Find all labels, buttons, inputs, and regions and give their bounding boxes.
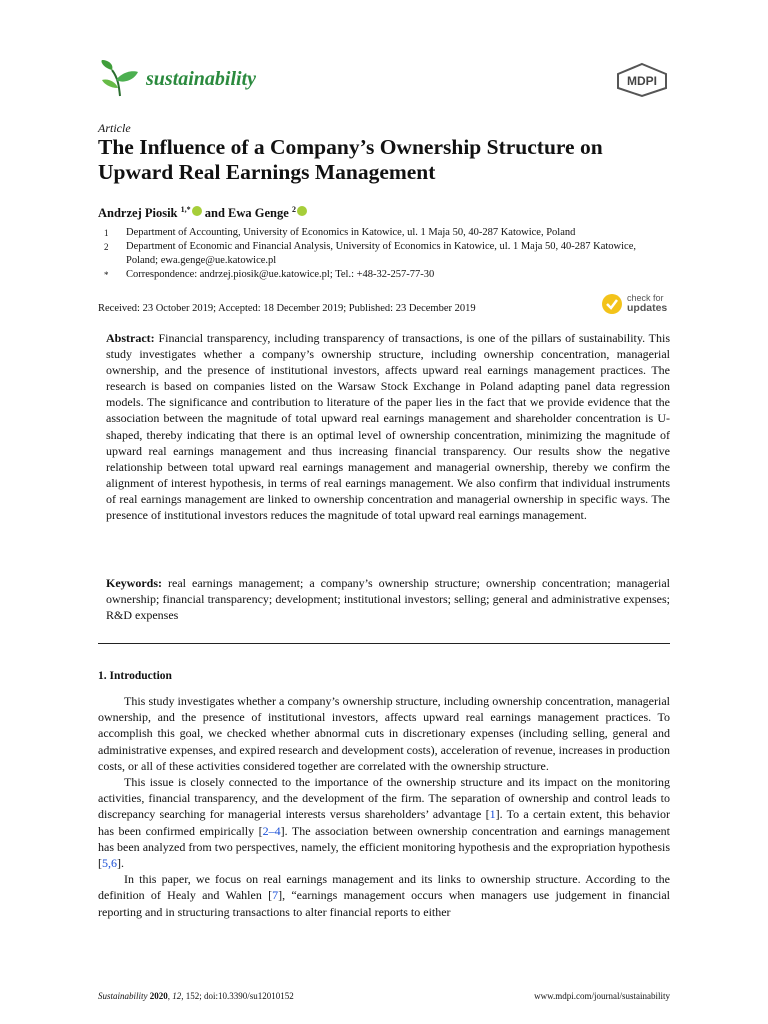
footer-doi: , 152; doi:10.3390/su12010152	[181, 991, 294, 1001]
author-affil-mark: 2	[291, 205, 296, 214]
orcid-icon[interactable]	[192, 206, 202, 216]
orcid-icon[interactable]	[297, 206, 307, 216]
abstract-text: Financial transparency, including transparency of transactions, is one of the pillars of sustainability. This study investigates whether a company’s ownership structure, including ownership concentration, managerial ownership, and the presence of institutional investors, affects upward real earnings management practices. The research is based on companies listed on the Warsaw Stock Exchange in Poland adapting panel data regression models. The significance and contribution to literature of the paper lies in the fact that we provide evidence that the association between the magnitude of total upward real earnings management and shareholder concentration is U-shaped, thereby indicating that there is an optimal level of ownership concentration, minimizing the magnitude of upward real earnings management and thus increasing financial transparency. Our results show the negative relationship between total upward real earnings management and managerial ownership, thereby we confirm the alignment of interest hypothesis, in terms of real earnings management. We also confirm that individual instruments of real earnings management are linked to ownership concentration and managerial ownership in specific ways. The presence of institutional investors reduces the magnitude of total upward real earnings management.	[106, 331, 670, 523]
publication-dates: Received: 23 October 2019; Accepted: 18 December 2019; Published: 23 December 2019	[98, 303, 476, 314]
paragraph-text: ].	[117, 856, 124, 871]
affiliations	[98, 226, 670, 282]
journal-name: sustainability	[146, 68, 257, 90]
affiliation-text: Department of Accounting, University of Economics in Katowice, ul. 1 Maja 50, 40-287 Katowice, Poland	[126, 227, 576, 238]
sustainability-leaf-logo-icon	[98, 58, 142, 98]
check-updates-line1: check for	[627, 293, 664, 303]
paragraph-text: ]. To a certain extent, this behavior has been confirmed empirically [	[98, 807, 670, 838]
paragraph	[98, 871, 670, 920]
abstract	[106, 330, 670, 523]
footer-journal: Sustainability	[98, 991, 148, 1001]
paragraph	[98, 774, 670, 871]
citation-link[interactable]: 1	[489, 807, 496, 822]
journal-header	[98, 58, 670, 102]
citation-info: Sustainability 2020, 12, 152; doi:10.3390/su12010152	[98, 991, 294, 1001]
mdpi-logo-icon	[614, 62, 670, 98]
author-name: Andrzej Piosik	[98, 206, 178, 221]
paper-title: The Influence of a Company’s Ownership Structure on Upward Real Earnings Management	[98, 135, 603, 184]
introduction-body	[98, 693, 670, 920]
affiliation-text: Correspondence: andrzej.piosik@ue.katowice.pl; Tel.: +48-32-257-77-30	[126, 269, 435, 280]
keywords	[106, 575, 670, 623]
footer-volume: 12	[172, 991, 182, 1001]
check-for-updates-badge[interactable]	[601, 291, 673, 319]
check-updates-line2: updates	[627, 302, 668, 314]
author-name: Ewa Genge	[228, 206, 289, 221]
section-heading: 1. Introduction	[98, 670, 172, 682]
keywords-label: Keywords:	[106, 576, 162, 590]
paragraph-text: ], “earnings management occurs when managers use judgement in financial reporting and in structuring transactions to alter financial reports to either	[98, 888, 671, 919]
correspondence	[98, 268, 670, 282]
affiliation	[98, 226, 670, 240]
paragraph-text: In this paper, we focus on real earnings management and its links to ownership structure. According to the definition of Healy and Wahlen [	[98, 872, 670, 903]
affiliation-mark: 1	[104, 228, 109, 238]
affiliation-mark: *	[104, 270, 109, 280]
citation-link[interactable]: 7	[272, 888, 279, 903]
author-conjunction: and	[204, 206, 225, 221]
keywords-text: real earnings management; a company’s ownership structure; ownership concentration; managerial ownership; financial transparency; development; institutional investors; selling; general and administrative expenses; R&D expenses	[106, 576, 670, 623]
citation-link[interactable]: 5,6	[102, 856, 117, 871]
citation-link[interactable]: 2–4	[262, 823, 281, 838]
abstract-label: Abstract:	[106, 331, 155, 345]
footer-year: 2020	[149, 991, 168, 1001]
author-affil-mark: 1,*	[180, 205, 191, 214]
publisher-name: MDPI	[627, 74, 657, 88]
article-type-label: Article	[98, 121, 131, 135]
paragraph: This study investigates whether a company’s ownership structure, including ownership concentration, managerial ownership, and the presence of institutional investors, affects upward real earnings management practices. To accomplish this goal, we checked whether abnormal cuts in discretionary expenses (including selling, general and administrative expenses, and expired research and development costs), acceleration of revenue, increases in production costs, or all of these activities considered together are correlated with the ownership structure.	[98, 694, 670, 773]
author-line	[98, 205, 307, 221]
paragraph-text: ]. The association between ownership concentration and earnings management has been analyzed from two perspectives, namely, the efficient monitoring hypothesis and the expropriation hypothesis [	[98, 823, 670, 871]
affiliation	[98, 240, 670, 268]
check-updates-icon	[601, 293, 623, 315]
affiliation-text: Department of Economic and Financial Analysis, University of Economics in Katowice, ul. 1 Maja 50, 40-287 Katowice, Poland; ewa.genge@ue.katowice.pl	[126, 241, 637, 266]
affiliation-mark: 2	[104, 242, 109, 252]
journal-url-link[interactable]: www.mdpi.com/journal/sustainability	[534, 991, 670, 1001]
section-divider	[98, 643, 670, 644]
paragraph-text: This issue is closely connected to the importance of the ownership structure and its impact on the monitoring activities, financial transparency, and the development of the firm. The separation of ownership and control leads to discrepancy searching for managerial interests versus shareholders’ advantage [	[98, 775, 670, 822]
